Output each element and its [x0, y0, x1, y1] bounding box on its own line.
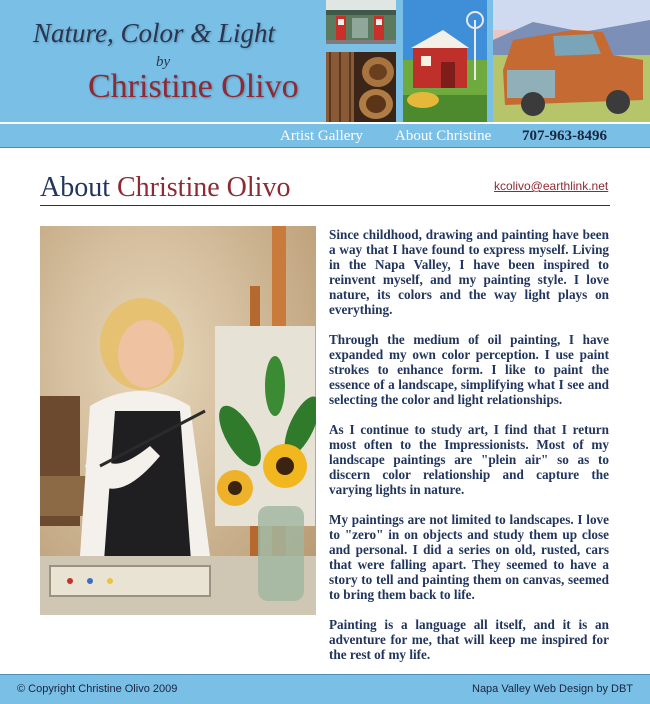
web-design-credit-link[interactable]: Napa Valley Web Design by DBT [472, 683, 633, 695]
page-title [40, 172, 290, 204]
bio-paragraph: Painting is a language all itself, and it is an adventure for me, that will keep me inspired for the rest of my life. [329, 617, 609, 662]
site-footer [0, 674, 650, 704]
artist-at-easel-photo [40, 226, 316, 615]
site-tagline: Nature, Color & Light [33, 18, 276, 48]
bio-paragraph: Through the medium of oil painting, I have expanded my own color perception. I use paint strokes to enhance form. I like to paint the essence of a landscape, simplifying what I see and selecting the color and light relationships. [329, 332, 609, 407]
phone-number: 707-963-8496 [522, 128, 607, 144]
gas-station-painting-thumbnail [326, 0, 396, 44]
copyright-notice: © Copyright Christine Olivo 2009 [17, 683, 178, 695]
site-header [0, 0, 650, 122]
by-label: by [156, 54, 171, 70]
about-bio-text [329, 227, 609, 677]
nav-about-christine-link[interactable]: About Christine [395, 128, 492, 144]
bio-paragraph: Since childhood, drawing and painting have been a way that I have found to express myself. Living in the Napa Valley, I have been inspired to reinvent myself, and my painting style. I love nature, its colors and the way light plays on everything. [329, 227, 609, 317]
site-artist-name: Christine Olivo [88, 68, 299, 105]
main-navigation [0, 122, 650, 148]
bio-paragraph: As I continue to study art, I find that I return most often to the Impressionists. Most of my landscape paintings are "plein air" so as to discern color relationship and capture the varying lights in nature. [329, 422, 609, 497]
email-link[interactable]: kcolivo@earthlink.net [494, 179, 609, 193]
bio-paragraph: My paintings are not limited to landscapes. I love to "zero" in on objects and study them up close and personal. I did a series on old, rusted, cars that were falling apart. They seemed to have a story to tell and painting them on canvas, seemed to bring them back to life. [329, 512, 609, 602]
nav-artist-gallery-link[interactable]: Artist Gallery [280, 128, 363, 144]
wine-barrels-painting-thumbnail [326, 52, 396, 122]
red-barn-painting-thumbnail [403, 0, 487, 122]
rusted-truck-painting-thumbnail [493, 0, 650, 122]
page-title-about: About [40, 172, 110, 203]
title-divider [40, 205, 610, 206]
page-title-name: Christine Olivo [117, 172, 291, 203]
